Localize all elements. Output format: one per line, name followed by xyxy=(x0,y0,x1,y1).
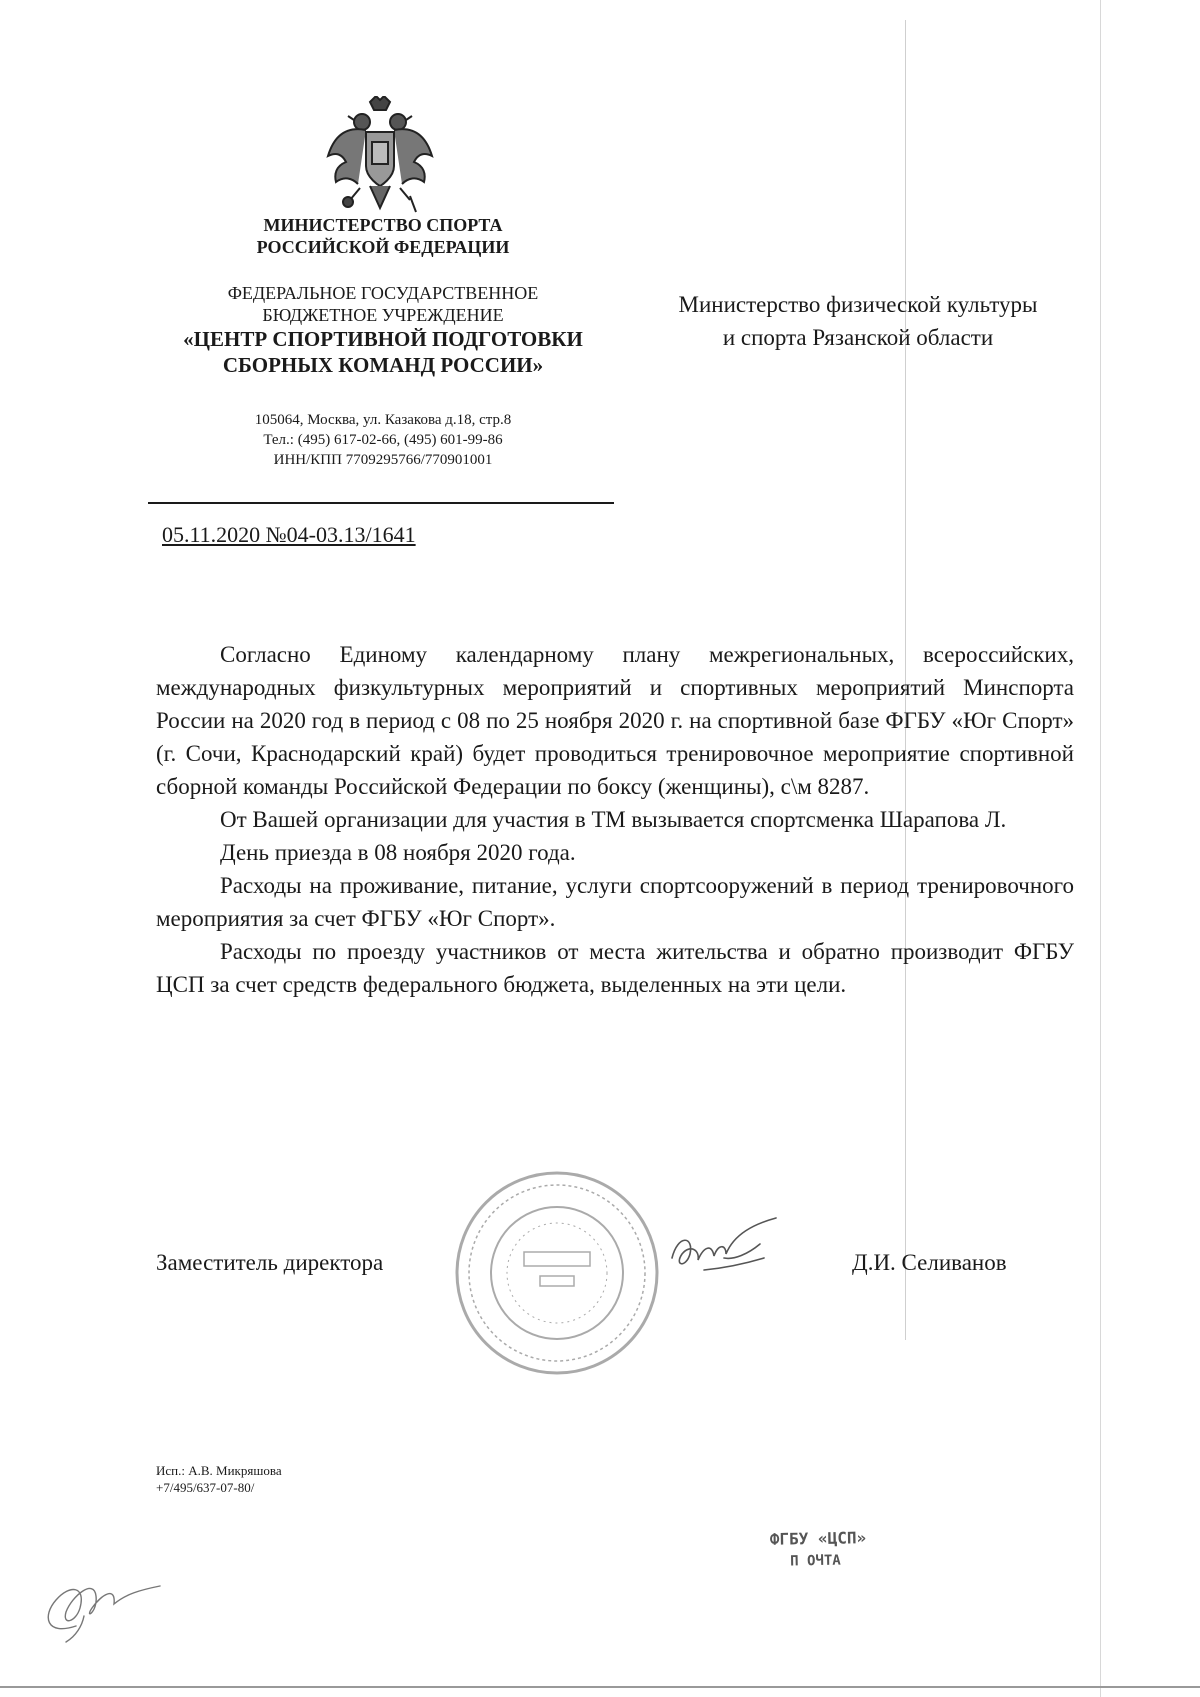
emblem-icon xyxy=(326,96,434,214)
scan-edge-line xyxy=(1100,0,1101,1697)
stamp-line-1: ФГБУ «ЦСП» xyxy=(769,1528,867,1549)
org-line-4: СБОРНЫХ КОМАНД РОССИИ» xyxy=(222,353,544,377)
org-inn: ИНН/КПП 7709295766/770901001 xyxy=(273,452,493,468)
addressee-block xyxy=(620,288,1096,354)
registration-number: 05.11.2020 №04-03.13/1641 xyxy=(162,522,416,547)
org-line-1: ФЕДЕРАЛЬНОЕ ГОСУДАРСТВЕННОЕ xyxy=(227,283,539,303)
header-divider xyxy=(148,502,614,504)
seal-icon xyxy=(452,1168,662,1378)
signatory-position: Заместитель директора xyxy=(156,1250,384,1275)
executor-block xyxy=(156,1462,282,1496)
stamp-line-2: П ОЧТА xyxy=(790,1552,841,1570)
addressee-line-1: Министерство физической культуры xyxy=(678,292,1038,317)
signatory-name: Д.И. Селиванов xyxy=(852,1250,1007,1275)
letter-body xyxy=(156,638,1074,1001)
postal-stamp xyxy=(770,1527,867,1573)
ministry-line-2: РОССИЙСКОЙ ФЕДЕРАЦИИ xyxy=(256,237,510,257)
addressee-line-2: и спорта Рязанской области xyxy=(722,325,994,350)
ministry-header xyxy=(150,214,616,258)
org-line-2: БЮДЖЕТНОЕ УЧРЕЖДЕНИЕ xyxy=(262,305,504,325)
initials-scribble-icon xyxy=(36,1556,166,1646)
body-paragraph-5: Расходы по проезду участников от места жительства и обратно производит ФГБУ ЦСП за счет средств федерального бюджета, выделенных на эти цели. xyxy=(156,939,1074,997)
body-paragraph-1: Согласно Единому календарному плану межрегиональных, всероссийских, международных физкультурных мероприятий и спортивных мероприятий Минспорта России на 2020 год в период с 08 по 25 ноября 2020 г. на спортивной базе ФГБУ «Юг Спорт» (г. Сочи, Краснодарский край) будет проводиться тренировочное мероприятие спортивной сборной команды Российской Федерации по боксу (женщины), с\м 8287. xyxy=(156,642,1074,799)
body-paragraph-3: День приезда в 08 ноября 2020 года. xyxy=(220,840,576,865)
ministry-line-1: МИНИСТЕРСТВО СПОРТА xyxy=(263,215,503,235)
org-address: 105064, Москва, ул. Казакова д.18, стр.8 xyxy=(254,412,512,428)
org-phones: Тел.: (495) 617-02-66, (495) 601-99-86 xyxy=(263,432,503,448)
scan-bottom-line xyxy=(0,1686,1200,1688)
org-line-3: «ЦЕНТР СПОРТИВНОЙ ПОДГОТОВКИ xyxy=(183,327,583,351)
executor-phone: +7/495/637-07-80/ xyxy=(156,1480,255,1495)
executor-name: Исп.: А.В. Микряшова xyxy=(156,1463,282,1478)
org-contacts xyxy=(150,410,616,470)
signature-icon xyxy=(664,1214,784,1284)
body-paragraph-2: От Вашей организации для участия в ТМ вызывается спортсменка Шарапова Л. xyxy=(220,807,1007,832)
organization-header xyxy=(150,282,616,378)
body-paragraph-4: Расходы на проживание, питание, услуги спортсооружений в период тренировочного мероприятия за счет ФГБУ «Юг Спорт». xyxy=(156,873,1074,931)
